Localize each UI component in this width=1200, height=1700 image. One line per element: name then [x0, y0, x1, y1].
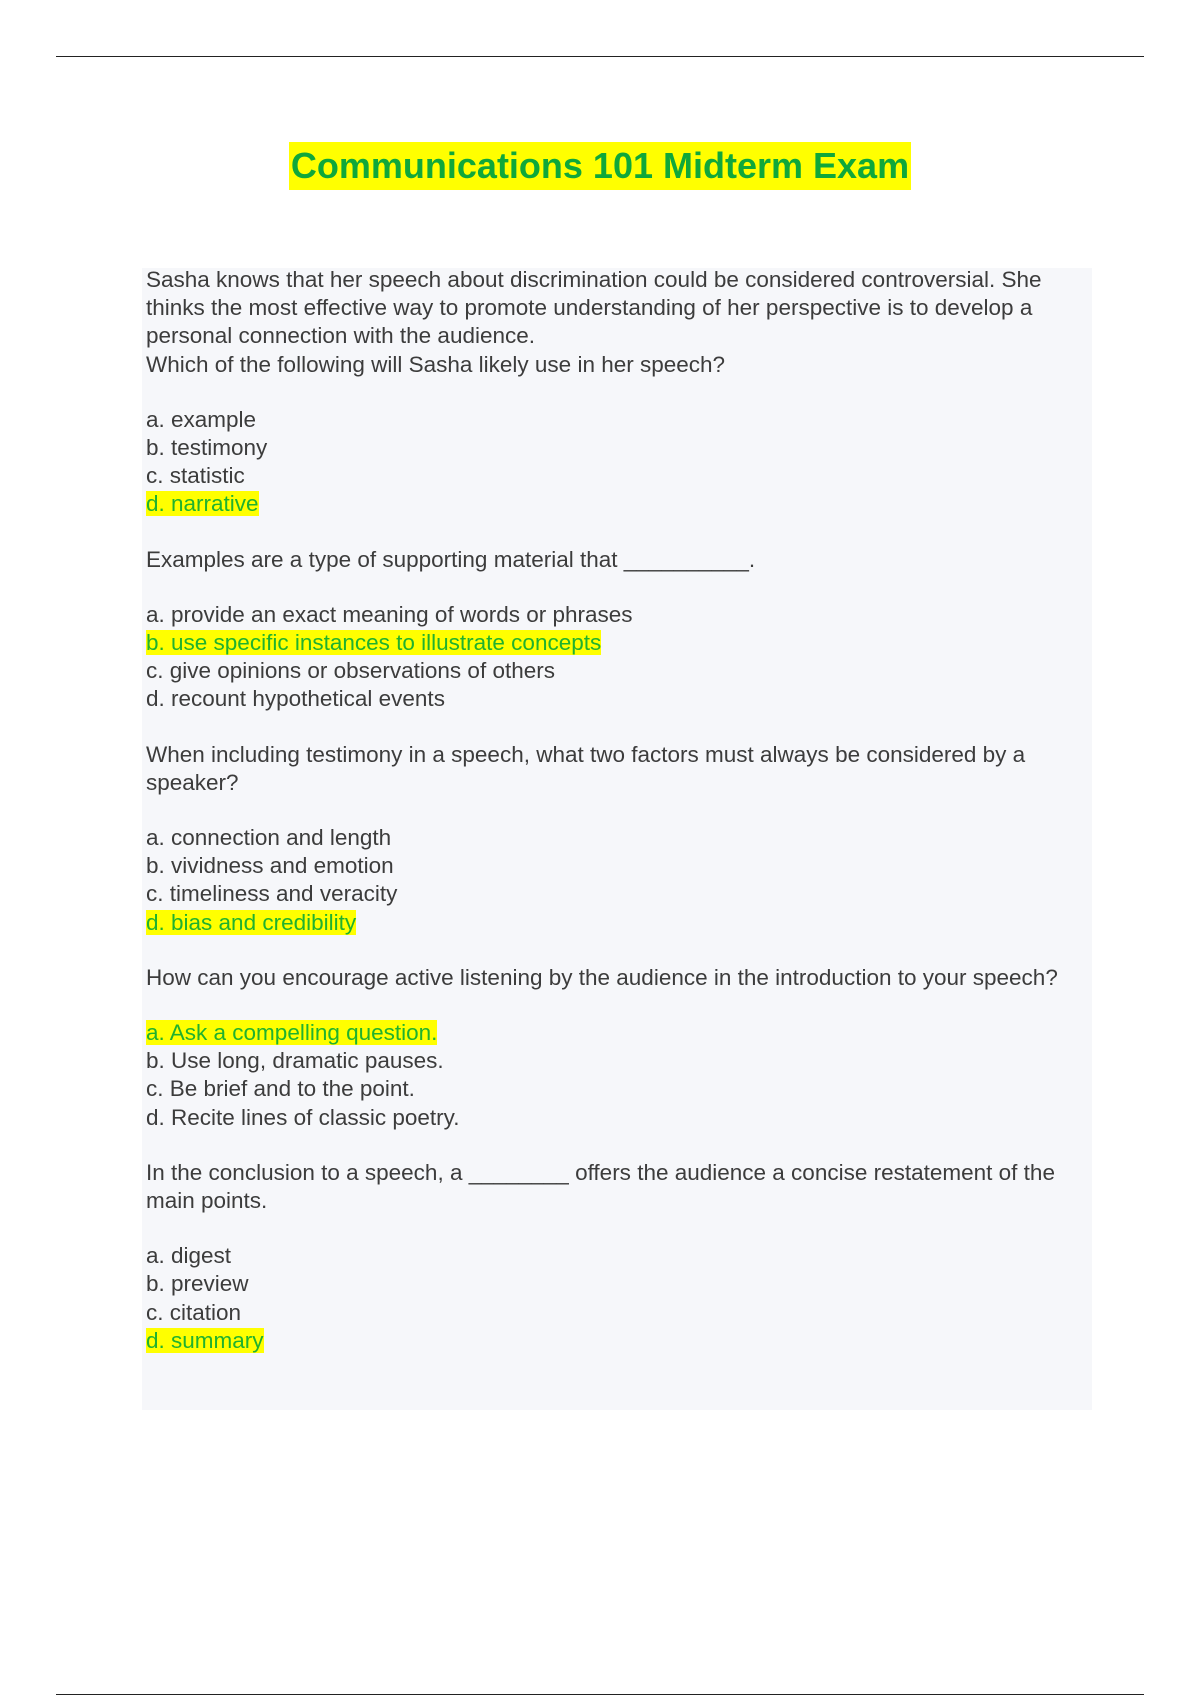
option-correct [146, 909, 1092, 937]
question-block [146, 964, 1092, 1132]
question-text: Sasha knows that her speech about discrimination could be considered controversial. She thinks the most effective way to promote understanding of her perspective is to develop a personal connection with the audience. Which of the following will Sasha likely use in her speech? [146, 267, 1042, 377]
option-text: c. give opinions or observations of others [146, 658, 555, 684]
option [146, 852, 1092, 880]
options-list [146, 824, 1092, 937]
option-correct [146, 629, 1092, 657]
option-text: b. preview [146, 1271, 249, 1297]
option-text: a. example [146, 406, 257, 432]
question-block [146, 546, 1092, 714]
question-text: Examples are a type of supporting material that __________. [146, 546, 756, 572]
option [146, 824, 1092, 852]
option-text: d. Recite lines of classic poetry. [146, 1104, 460, 1130]
question-text: When including testimony in a speech, what two factors must always be considered by a speaker? [146, 741, 1026, 795]
option-text: c. statistic [146, 463, 245, 489]
option [146, 1075, 1092, 1103]
option-text: c. Be brief and to the point. [146, 1076, 415, 1102]
option [146, 1104, 1092, 1132]
option [146, 434, 1092, 462]
option-text: a. connection and length [146, 825, 392, 851]
option [146, 406, 1092, 434]
option [146, 657, 1092, 685]
option-correct [146, 1327, 1092, 1355]
question-text: How can you encourage active listening by the audience in the introduction to your speech? [146, 964, 1058, 990]
option-text: b. Use long, dramatic pauses. [146, 1048, 444, 1074]
option [146, 880, 1092, 908]
option [146, 1270, 1092, 1298]
options-list [146, 1019, 1092, 1132]
option-text: b. testimony [146, 435, 268, 461]
options-list [146, 1242, 1092, 1355]
option-text: b. vividness and emotion [146, 853, 394, 879]
option [146, 462, 1092, 490]
options-list [146, 601, 1092, 714]
question-block [146, 741, 1092, 937]
option-correct [146, 490, 1092, 518]
options-list [146, 406, 1092, 519]
page-title: Communications 101 Midterm Exam [289, 142, 911, 190]
title-container [0, 142, 1200, 190]
option [146, 1299, 1092, 1327]
question-block [146, 1159, 1092, 1355]
option-text: d. recount hypothetical events [146, 686, 445, 712]
option [146, 1047, 1092, 1075]
option [146, 685, 1092, 713]
bottom-rule [56, 1694, 1144, 1695]
option [146, 601, 1092, 629]
option-text-highlighted: d. summary [146, 1327, 264, 1353]
questions-list [146, 266, 1092, 1382]
top-rule [56, 56, 1144, 57]
question-text: In the conclusion to a speech, a ________ offers the audience a concise restatement of the main points. [146, 1159, 1055, 1214]
option [146, 1242, 1092, 1270]
option-text-highlighted: b. use specific instances to illustrate concepts [146, 630, 602, 656]
option-text-highlighted: d. bias and credibility [146, 909, 357, 935]
question-block [146, 266, 1092, 519]
option-text: c. citation [146, 1299, 242, 1325]
option-text: c. timeliness and veracity [146, 881, 398, 907]
option-text: a. digest [146, 1243, 232, 1269]
option-correct [146, 1019, 1092, 1047]
option-text: a. provide an exact meaning of words or phrases [146, 601, 633, 627]
option-text-highlighted: d. narrative [146, 491, 259, 517]
option-text-highlighted: a. Ask a compelling question. [146, 1020, 438, 1046]
